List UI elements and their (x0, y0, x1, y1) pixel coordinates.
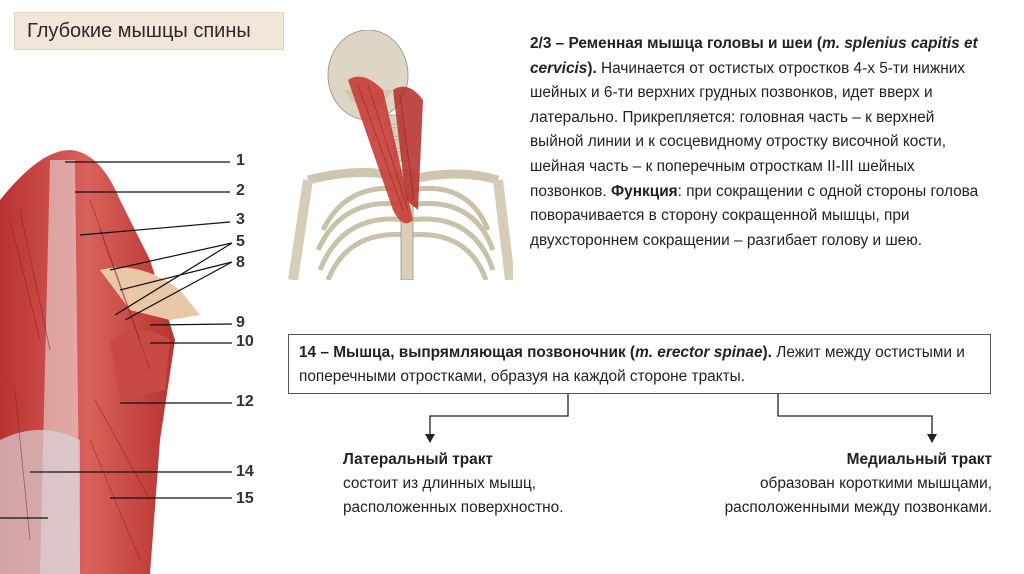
erector-text: Лежит между остистыми и поперечными отростками, образуя на каждой стороне тракты. (299, 344, 965, 385)
splenius-heading-end: ). (587, 59, 597, 77)
label-15: 15 (236, 490, 254, 507)
label-2: 2 (236, 182, 245, 199)
label-14: 14 (236, 463, 254, 480)
splenius-description (530, 32, 980, 253)
label-10: 10 (236, 333, 254, 350)
splenius-heading: 2/3 – Ременная мышца головы и шеи ( (530, 35, 823, 52)
erector-spinae-box (288, 334, 991, 394)
splenius-latin: m. splenius capitis et cervicis (530, 35, 978, 77)
medial-tract (725, 448, 992, 520)
label-8: 8 (236, 254, 245, 271)
lateral-tract-title: Латеральный тракт (343, 451, 493, 468)
medial-tract-line-2: расположенными между позвонками. (724, 499, 992, 516)
slide-title: Глубокие мышцы спины (27, 19, 251, 42)
erector-heading-end: ). (762, 344, 772, 361)
label-9: 9 (236, 314, 245, 331)
splenius-text-2: : при сокращении с одной стороны голова поворачивается в сторону сокращенной мышцы, при двухстороннем сокращении – разгибает голову и шею. (530, 182, 979, 249)
label-12: 12 (236, 393, 254, 410)
medial-tract-title: Медиальный тракт (846, 451, 992, 468)
erector-latin: m. erector spinae (635, 344, 763, 361)
slide-title-box (14, 12, 284, 50)
lateral-tract-line-1: состоит из длинных мышц, (343, 475, 537, 492)
label-1: 1 (236, 152, 245, 169)
lateral-tract-line-2: расположенных поверхностно. (343, 499, 564, 516)
back-muscles-illustration (0, 140, 250, 574)
medial-tract-line-1: образован короткими мышцами, (759, 475, 992, 492)
lateral-tract (343, 448, 563, 520)
erector-heading: 14 – Мышца, выпрямляющая позвоночник ( (299, 344, 636, 361)
splenius-text-1: Начинается от остистых отростков 4-х 5-ти нижних шейных и 6-ти верхних грудных позвонков, идет вверх и латерально. Прикрепляется: головная часть – к верхней выйной линии и к сосцевидному отростку височной кости, шейная часть – к поперечным отросткам II-III шейных позвонков. (530, 59, 965, 200)
splenius-function-label: Функция (611, 182, 678, 200)
skeleton-splenius-illustration (288, 30, 513, 280)
label-5: 5 (236, 233, 245, 250)
label-3: 3 (236, 211, 245, 228)
